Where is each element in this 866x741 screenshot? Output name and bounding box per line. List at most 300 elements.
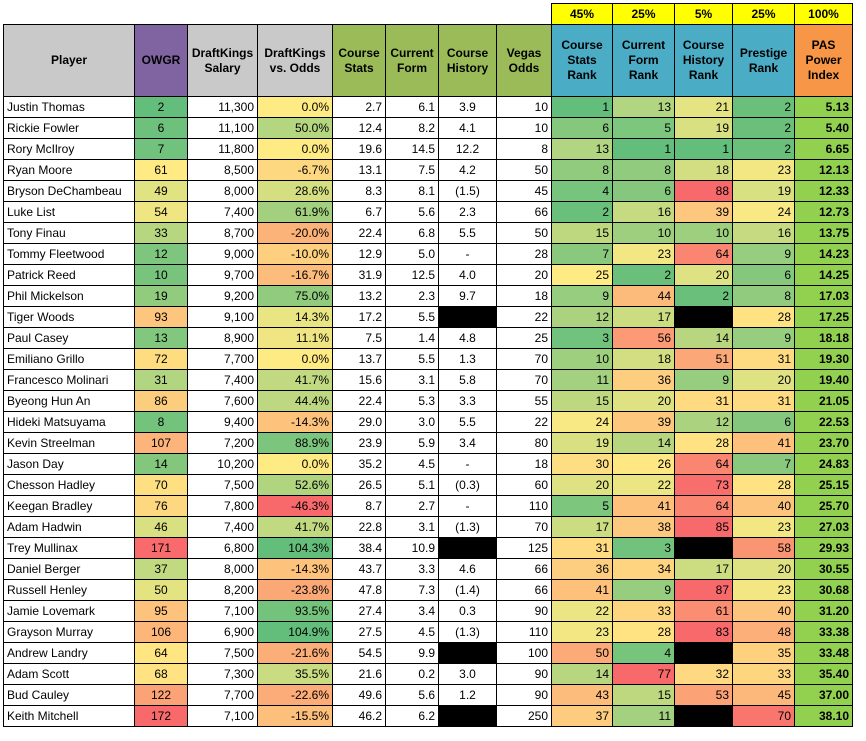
cell-owgr[interactable]: 106 (135, 622, 188, 643)
cell-owgr[interactable]: 171 (135, 538, 188, 559)
cell-dk-vs-odds[interactable]: 11.1% (258, 328, 333, 349)
cell-owgr[interactable]: 19 (135, 286, 188, 307)
cell-pas-power-index[interactable]: 27.03 (795, 517, 853, 538)
cell-current-form[interactable]: 5.1 (386, 475, 439, 496)
cell-dk-vs-odds[interactable]: -14.3% (258, 559, 333, 580)
cell-current-form-rank[interactable]: 20 (613, 391, 675, 412)
cell-dk-vs-odds[interactable]: -15.5% (258, 706, 333, 727)
cell-dk-vs-odds[interactable]: -23.8% (258, 580, 333, 601)
cell-prestige-rank[interactable]: 58 (733, 538, 795, 559)
cell-course-history-rank[interactable]: 2 (675, 286, 733, 307)
cell-dk-vs-odds[interactable]: 0.0% (258, 139, 333, 160)
header-course-history-rank[interactable]: Course History Rank (675, 25, 733, 97)
cell-pas-power-index[interactable]: 25.15 (795, 475, 853, 496)
cell-pas-power-index[interactable]: 33.38 (795, 622, 853, 643)
cell-player[interactable]: Kevin Streelman (4, 433, 135, 454)
cell-current-form-rank[interactable]: 16 (613, 202, 675, 223)
cell-course-history[interactable] (439, 307, 497, 328)
cell-current-form[interactable]: 1.4 (386, 328, 439, 349)
header-course-stats[interactable]: Course Stats (333, 25, 386, 97)
cell-course-stats-rank[interactable]: 3 (552, 328, 613, 349)
cell-player[interactable]: Justin Thomas (4, 97, 135, 118)
cell-current-form-rank[interactable]: 15 (613, 685, 675, 706)
cell-pas-power-index[interactable]: 23.70 (795, 433, 853, 454)
cell-owgr[interactable]: 33 (135, 223, 188, 244)
cell-course-stats-rank[interactable]: 11 (552, 370, 613, 391)
cell-course-stats-rank[interactable]: 2 (552, 202, 613, 223)
cell-course-stats[interactable]: 21.6 (333, 664, 386, 685)
cell-owgr[interactable]: 14 (135, 454, 188, 475)
cell-course-stats-rank[interactable]: 50 (552, 643, 613, 664)
cell-owgr[interactable]: 10 (135, 265, 188, 286)
cell-course-stats[interactable]: 22.8 (333, 517, 386, 538)
cell-current-form[interactable]: 4.5 (386, 622, 439, 643)
cell-player[interactable]: Keith Mitchell (4, 706, 135, 727)
cell-vegas-odds[interactable]: 22 (497, 307, 552, 328)
cell-course-history-rank[interactable]: 17 (675, 559, 733, 580)
cell-course-history-rank[interactable]: 51 (675, 349, 733, 370)
cell-vegas-odds[interactable]: 18 (497, 286, 552, 307)
cell-course-stats-rank[interactable]: 1 (552, 97, 613, 118)
cell-vegas-odds[interactable]: 50 (497, 160, 552, 181)
cell-dk-salary[interactable]: 8,000 (188, 181, 258, 202)
cell-course-history-rank[interactable] (675, 307, 733, 328)
cell-current-form-rank[interactable]: 38 (613, 517, 675, 538)
cell-course-history[interactable] (439, 706, 497, 727)
cell-dk-vs-odds[interactable]: -22.6% (258, 685, 333, 706)
cell-current-form-rank[interactable]: 28 (613, 622, 675, 643)
cell-player[interactable]: Jamie Lovemark (4, 601, 135, 622)
cell-current-form-rank[interactable]: 2 (613, 265, 675, 286)
cell-current-form-rank[interactable]: 13 (613, 97, 675, 118)
cell-course-stats-rank[interactable]: 9 (552, 286, 613, 307)
cell-course-stats[interactable]: 49.6 (333, 685, 386, 706)
cell-course-stats[interactable]: 13.2 (333, 286, 386, 307)
header-pas-power-index[interactable]: PAS Power Index (795, 25, 853, 97)
cell-dk-vs-odds[interactable]: 0.0% (258, 349, 333, 370)
cell-course-history[interactable]: 4.8 (439, 328, 497, 349)
cell-current-form-rank[interactable]: 1 (613, 139, 675, 160)
cell-course-history[interactable] (439, 643, 497, 664)
cell-prestige-rank[interactable]: 35 (733, 643, 795, 664)
cell-course-stats[interactable]: 8.3 (333, 181, 386, 202)
cell-current-form[interactable]: 3.3 (386, 559, 439, 580)
cell-dk-salary[interactable]: 11,300 (188, 97, 258, 118)
cell-dk-vs-odds[interactable]: 52.6% (258, 475, 333, 496)
cell-course-history-rank[interactable]: 9 (675, 370, 733, 391)
cell-owgr[interactable]: 122 (135, 685, 188, 706)
cell-prestige-rank[interactable]: 41 (733, 433, 795, 454)
cell-vegas-odds[interactable]: 28 (497, 244, 552, 265)
cell-pas-power-index[interactable]: 6.65 (795, 139, 853, 160)
cell-course-stats-rank[interactable]: 10 (552, 349, 613, 370)
cell-pas-power-index[interactable]: 12.73 (795, 202, 853, 223)
cell-dk-vs-odds[interactable]: 88.9% (258, 433, 333, 454)
cell-course-stats[interactable]: 22.4 (333, 391, 386, 412)
cell-player[interactable]: Tony Finau (4, 223, 135, 244)
cell-owgr[interactable]: 68 (135, 664, 188, 685)
cell-vegas-odds[interactable]: 50 (497, 223, 552, 244)
cell-owgr[interactable]: 46 (135, 517, 188, 538)
cell-course-stats[interactable]: 27.5 (333, 622, 386, 643)
cell-vegas-odds[interactable]: 66 (497, 580, 552, 601)
cell-pas-power-index[interactable]: 18.18 (795, 328, 853, 349)
cell-prestige-rank[interactable]: 48 (733, 622, 795, 643)
cell-course-history[interactable]: (1.3) (439, 517, 497, 538)
cell-course-history-rank[interactable] (675, 538, 733, 559)
cell-player[interactable]: Chesson Hadley (4, 475, 135, 496)
cell-vegas-odds[interactable]: 125 (497, 538, 552, 559)
cell-course-stats[interactable]: 31.9 (333, 265, 386, 286)
cell-prestige-rank[interactable]: 24 (733, 202, 795, 223)
cell-current-form[interactable]: 5.0 (386, 244, 439, 265)
cell-course-stats-rank[interactable]: 15 (552, 391, 613, 412)
cell-course-history-rank[interactable]: 31 (675, 391, 733, 412)
cell-player[interactable]: Adam Hadwin (4, 517, 135, 538)
cell-current-form[interactable]: 7.3 (386, 580, 439, 601)
cell-course-stats-rank[interactable]: 31 (552, 538, 613, 559)
cell-vegas-odds[interactable]: 100 (497, 643, 552, 664)
cell-course-history[interactable]: (1.5) (439, 181, 497, 202)
header-dk-vs-odds[interactable]: DraftKings vs. Odds (258, 25, 333, 97)
cell-course-stats[interactable]: 47.8 (333, 580, 386, 601)
cell-dk-salary[interactable]: 8,900 (188, 328, 258, 349)
cell-current-form[interactable]: 5.6 (386, 685, 439, 706)
cell-dk-salary[interactable]: 7,100 (188, 706, 258, 727)
cell-vegas-odds[interactable]: 66 (497, 202, 552, 223)
cell-current-form[interactable]: 8.2 (386, 118, 439, 139)
cell-current-form[interactable]: 10.9 (386, 538, 439, 559)
header-course-history[interactable]: Course History (439, 25, 497, 97)
cell-current-form-rank[interactable]: 8 (613, 160, 675, 181)
cell-pas-power-index[interactable]: 31.20 (795, 601, 853, 622)
cell-prestige-rank[interactable]: 16 (733, 223, 795, 244)
cell-vegas-odds[interactable]: 20 (497, 265, 552, 286)
cell-vegas-odds[interactable]: 10 (497, 118, 552, 139)
cell-player[interactable]: Patrick Reed (4, 265, 135, 286)
cell-prestige-rank[interactable]: 23 (733, 580, 795, 601)
cell-current-form[interactable]: 3.0 (386, 412, 439, 433)
cell-dk-vs-odds[interactable]: -10.0% (258, 244, 333, 265)
cell-owgr[interactable]: 49 (135, 181, 188, 202)
cell-current-form-rank[interactable]: 17 (613, 307, 675, 328)
cell-prestige-rank[interactable]: 20 (733, 559, 795, 580)
cell-prestige-rank[interactable]: 2 (733, 139, 795, 160)
cell-course-history[interactable]: (1.4) (439, 580, 497, 601)
cell-current-form[interactable]: 6.8 (386, 223, 439, 244)
cell-dk-vs-odds[interactable]: -16.7% (258, 265, 333, 286)
cell-current-form[interactable]: 0.2 (386, 664, 439, 685)
cell-player[interactable]: Andrew Landry (4, 643, 135, 664)
cell-vegas-odds[interactable]: 55 (497, 391, 552, 412)
cell-vegas-odds[interactable]: 66 (497, 559, 552, 580)
cell-owgr[interactable]: 54 (135, 202, 188, 223)
cell-owgr[interactable]: 7 (135, 139, 188, 160)
cell-prestige-rank[interactable]: 70 (733, 706, 795, 727)
cell-dk-salary[interactable]: 11,100 (188, 118, 258, 139)
cell-vegas-odds[interactable]: 70 (497, 349, 552, 370)
header-course-stats-rank[interactable]: Course Stats Rank (552, 25, 613, 97)
cell-prestige-rank[interactable]: 6 (733, 265, 795, 286)
cell-current-form-rank[interactable]: 18 (613, 349, 675, 370)
cell-current-form[interactable]: 2.3 (386, 286, 439, 307)
cell-dk-salary[interactable]: 7,700 (188, 349, 258, 370)
cell-vegas-odds[interactable]: 45 (497, 181, 552, 202)
cell-dk-vs-odds[interactable]: -21.6% (258, 643, 333, 664)
cell-course-stats-rank[interactable]: 24 (552, 412, 613, 433)
cell-dk-salary[interactable]: 7,500 (188, 475, 258, 496)
cell-current-form-rank[interactable]: 44 (613, 286, 675, 307)
cell-player[interactable]: Phil Mickelson (4, 286, 135, 307)
cell-pas-power-index[interactable]: 13.75 (795, 223, 853, 244)
cell-owgr[interactable]: 107 (135, 433, 188, 454)
cell-vegas-odds[interactable]: 110 (497, 496, 552, 517)
cell-course-history-rank[interactable]: 28 (675, 433, 733, 454)
cell-course-stats-rank[interactable]: 12 (552, 307, 613, 328)
cell-pas-power-index[interactable]: 38.10 (795, 706, 853, 727)
cell-current-form[interactable]: 9.9 (386, 643, 439, 664)
cell-prestige-rank[interactable]: 40 (733, 496, 795, 517)
cell-prestige-rank[interactable]: 23 (733, 160, 795, 181)
cell-pas-power-index[interactable]: 19.40 (795, 370, 853, 391)
cell-player[interactable]: Trey Mullinax (4, 538, 135, 559)
cell-course-stats-rank[interactable]: 19 (552, 433, 613, 454)
cell-vegas-odds[interactable]: 250 (497, 706, 552, 727)
cell-current-form-rank[interactable]: 23 (613, 244, 675, 265)
cell-current-form[interactable]: 3.1 (386, 517, 439, 538)
cell-course-stats-rank[interactable]: 25 (552, 265, 613, 286)
cell-owgr[interactable]: 61 (135, 160, 188, 181)
cell-owgr[interactable]: 13 (135, 328, 188, 349)
cell-pas-power-index[interactable]: 17.25 (795, 307, 853, 328)
cell-owgr[interactable]: 6 (135, 118, 188, 139)
cell-vegas-odds[interactable]: 80 (497, 433, 552, 454)
cell-pas-power-index[interactable]: 24.83 (795, 454, 853, 475)
cell-current-form[interactable]: 6.2 (386, 706, 439, 727)
cell-course-history[interactable]: 0.3 (439, 601, 497, 622)
cell-prestige-rank[interactable]: 2 (733, 118, 795, 139)
cell-course-history-rank[interactable]: 20 (675, 265, 733, 286)
cell-pas-power-index[interactable]: 17.03 (795, 286, 853, 307)
cell-vegas-odds[interactable]: 22 (497, 412, 552, 433)
cell-dk-salary[interactable]: 7,400 (188, 202, 258, 223)
header-current-form-rank[interactable]: Current Form Rank (613, 25, 675, 97)
cell-course-stats-rank[interactable]: 15 (552, 223, 613, 244)
cell-course-history[interactable]: 2.3 (439, 202, 497, 223)
cell-course-history[interactable]: 4.6 (439, 559, 497, 580)
cell-player[interactable]: Jason Day (4, 454, 135, 475)
cell-course-stats[interactable]: 12.9 (333, 244, 386, 265)
cell-course-history-rank[interactable]: 64 (675, 244, 733, 265)
cell-current-form-rank[interactable]: 11 (613, 706, 675, 727)
cell-prestige-rank[interactable]: 33 (733, 664, 795, 685)
cell-owgr[interactable]: 2 (135, 97, 188, 118)
cell-course-stats[interactable]: 27.4 (333, 601, 386, 622)
cell-course-stats[interactable]: 13.1 (333, 160, 386, 181)
cell-pas-power-index[interactable]: 12.33 (795, 181, 853, 202)
cell-current-form[interactable]: 5.9 (386, 433, 439, 454)
cell-current-form-rank[interactable]: 9 (613, 580, 675, 601)
cell-course-history-rank[interactable]: 12 (675, 412, 733, 433)
cell-dk-salary[interactable]: 7,500 (188, 643, 258, 664)
cell-prestige-rank[interactable]: 28 (733, 475, 795, 496)
cell-prestige-rank[interactable]: 20 (733, 370, 795, 391)
cell-course-stats[interactable]: 13.7 (333, 349, 386, 370)
cell-owgr[interactable]: 76 (135, 496, 188, 517)
cell-course-stats-rank[interactable]: 8 (552, 160, 613, 181)
cell-course-history[interactable]: 5.5 (439, 223, 497, 244)
cell-current-form[interactable]: 5.6 (386, 202, 439, 223)
cell-course-stats-rank[interactable]: 13 (552, 139, 613, 160)
cell-course-history[interactable]: 4.1 (439, 118, 497, 139)
cell-player[interactable]: Tommy Fleetwood (4, 244, 135, 265)
cell-pas-power-index[interactable]: 30.55 (795, 559, 853, 580)
header-dk-salary[interactable]: DraftKings Salary (188, 25, 258, 97)
cell-course-stats[interactable]: 19.6 (333, 139, 386, 160)
cell-vegas-odds[interactable]: 70 (497, 370, 552, 391)
cell-prestige-rank[interactable]: 6 (733, 412, 795, 433)
cell-pas-power-index[interactable]: 25.70 (795, 496, 853, 517)
cell-vegas-odds[interactable]: 10 (497, 97, 552, 118)
cell-pas-power-index[interactable]: 21.05 (795, 391, 853, 412)
cell-dk-vs-odds[interactable]: 35.5% (258, 664, 333, 685)
cell-course-history[interactable]: 1.3 (439, 349, 497, 370)
cell-current-form[interactable]: 3.4 (386, 601, 439, 622)
cell-dk-salary[interactable]: 11,800 (188, 139, 258, 160)
cell-prestige-rank[interactable]: 31 (733, 349, 795, 370)
cell-course-stats-rank[interactable]: 5 (552, 496, 613, 517)
cell-course-history[interactable]: 3.9 (439, 97, 497, 118)
cell-vegas-odds[interactable]: 90 (497, 601, 552, 622)
cell-course-history-rank[interactable]: 39 (675, 202, 733, 223)
cell-current-form-rank[interactable]: 34 (613, 559, 675, 580)
cell-current-form[interactable]: 4.5 (386, 454, 439, 475)
cell-course-stats[interactable]: 54.5 (333, 643, 386, 664)
cell-course-history[interactable]: 3.4 (439, 433, 497, 454)
cell-course-stats-rank[interactable]: 7 (552, 244, 613, 265)
cell-course-stats[interactable]: 26.5 (333, 475, 386, 496)
cell-player[interactable]: Rickie Fowler (4, 118, 135, 139)
cell-course-history-rank[interactable]: 85 (675, 517, 733, 538)
cell-dk-salary[interactable]: 8,200 (188, 580, 258, 601)
cell-prestige-rank[interactable]: 9 (733, 244, 795, 265)
cell-prestige-rank[interactable]: 45 (733, 685, 795, 706)
cell-current-form[interactable]: 5.5 (386, 349, 439, 370)
cell-owgr[interactable]: 12 (135, 244, 188, 265)
cell-course-stats-rank[interactable]: 36 (552, 559, 613, 580)
cell-current-form-rank[interactable]: 6 (613, 181, 675, 202)
cell-dk-vs-odds[interactable]: -6.7% (258, 160, 333, 181)
cell-course-stats-rank[interactable]: 30 (552, 454, 613, 475)
cell-course-history-rank[interactable]: 83 (675, 622, 733, 643)
header-vegas-odds[interactable]: Vegas Odds (497, 25, 552, 97)
cell-current-form[interactable]: 3.1 (386, 370, 439, 391)
cell-dk-salary[interactable]: 9,400 (188, 412, 258, 433)
cell-owgr[interactable]: 8 (135, 412, 188, 433)
cell-course-history-rank[interactable]: 87 (675, 580, 733, 601)
cell-player[interactable]: Daniel Berger (4, 559, 135, 580)
cell-owgr[interactable]: 172 (135, 706, 188, 727)
cell-course-history-rank[interactable]: 14 (675, 328, 733, 349)
cell-current-form-rank[interactable]: 5 (613, 118, 675, 139)
cell-prestige-rank[interactable]: 28 (733, 307, 795, 328)
cell-prestige-rank[interactable]: 40 (733, 601, 795, 622)
cell-course-stats[interactable]: 7.5 (333, 328, 386, 349)
cell-prestige-rank[interactable]: 2 (733, 97, 795, 118)
cell-player[interactable]: Rory McIlroy (4, 139, 135, 160)
cell-course-history[interactable]: 1.2 (439, 685, 497, 706)
cell-course-history[interactable] (439, 538, 497, 559)
cell-owgr[interactable]: 93 (135, 307, 188, 328)
cell-player[interactable]: Paul Casey (4, 328, 135, 349)
cell-owgr[interactable]: 64 (135, 643, 188, 664)
cell-course-history-rank[interactable]: 10 (675, 223, 733, 244)
cell-course-history[interactable]: 12.2 (439, 139, 497, 160)
cell-pas-power-index[interactable]: 29.93 (795, 538, 853, 559)
cell-course-stats[interactable]: 23.9 (333, 433, 386, 454)
cell-course-history[interactable]: - (439, 454, 497, 475)
cell-course-history[interactable]: 9.7 (439, 286, 497, 307)
cell-dk-salary[interactable]: 7,800 (188, 496, 258, 517)
cell-course-history[interactable]: 4.0 (439, 265, 497, 286)
cell-course-stats[interactable]: 15.6 (333, 370, 386, 391)
cell-dk-vs-odds[interactable]: 50.0% (258, 118, 333, 139)
cell-prestige-rank[interactable]: 31 (733, 391, 795, 412)
cell-course-history[interactable]: (0.3) (439, 475, 497, 496)
cell-course-history[interactable]: 4.2 (439, 160, 497, 181)
cell-current-form[interactable]: 12.5 (386, 265, 439, 286)
cell-dk-vs-odds[interactable]: -46.3% (258, 496, 333, 517)
cell-current-form-rank[interactable]: 4 (613, 643, 675, 664)
header-owgr[interactable]: OWGR (135, 25, 188, 97)
cell-player[interactable]: Ryan Moore (4, 160, 135, 181)
cell-owgr[interactable]: 72 (135, 349, 188, 370)
cell-dk-salary[interactable]: 7,600 (188, 391, 258, 412)
cell-pas-power-index[interactable]: 14.23 (795, 244, 853, 265)
cell-pas-power-index[interactable]: 14.25 (795, 265, 853, 286)
cell-course-stats[interactable]: 43.7 (333, 559, 386, 580)
cell-pas-power-index[interactable]: 12.13 (795, 160, 853, 181)
cell-course-stats[interactable]: 46.2 (333, 706, 386, 727)
cell-current-form-rank[interactable]: 33 (613, 601, 675, 622)
cell-owgr[interactable]: 37 (135, 559, 188, 580)
cell-course-history-rank[interactable]: 88 (675, 181, 733, 202)
cell-pas-power-index[interactable]: 19.30 (795, 349, 853, 370)
cell-course-history[interactable]: - (439, 244, 497, 265)
cell-current-form-rank[interactable]: 14 (613, 433, 675, 454)
cell-player[interactable]: Adam Scott (4, 664, 135, 685)
cell-pas-power-index[interactable]: 22.53 (795, 412, 853, 433)
cell-dk-vs-odds[interactable]: 104.9% (258, 622, 333, 643)
cell-dk-salary[interactable]: 7,700 (188, 685, 258, 706)
cell-dk-salary[interactable]: 7,200 (188, 433, 258, 454)
cell-course-history-rank[interactable] (675, 643, 733, 664)
cell-course-stats[interactable]: 12.4 (333, 118, 386, 139)
cell-vegas-odds[interactable]: 90 (497, 685, 552, 706)
cell-course-stats-rank[interactable]: 6 (552, 118, 613, 139)
cell-course-stats[interactable]: 6.7 (333, 202, 386, 223)
cell-player[interactable]: Luke List (4, 202, 135, 223)
cell-course-history[interactable]: 5.5 (439, 412, 497, 433)
cell-pas-power-index[interactable]: 5.40 (795, 118, 853, 139)
cell-course-history-rank[interactable]: 19 (675, 118, 733, 139)
cell-player[interactable]: Russell Henley (4, 580, 135, 601)
cell-dk-vs-odds[interactable]: 41.7% (258, 517, 333, 538)
cell-dk-salary[interactable]: 9,100 (188, 307, 258, 328)
cell-current-form-rank[interactable]: 3 (613, 538, 675, 559)
cell-course-stats-rank[interactable]: 17 (552, 517, 613, 538)
cell-player[interactable]: Byeong Hun An (4, 391, 135, 412)
